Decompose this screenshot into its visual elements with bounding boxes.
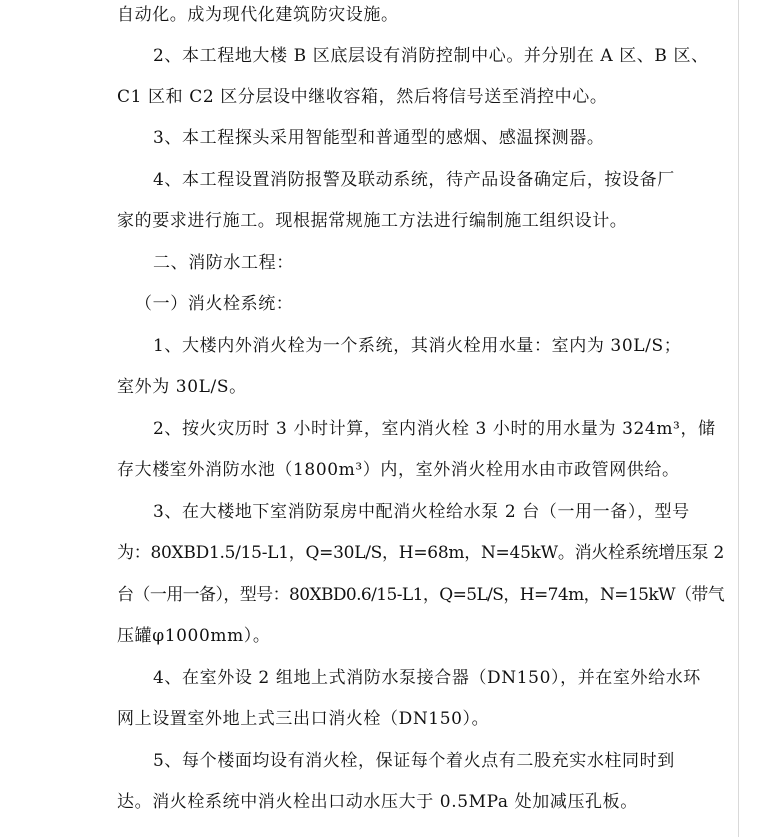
text-line-10: 室外为 30L/S。 <box>117 377 247 397</box>
text-line-14: 为：80XBD1.5/15-L1，Q=30L/S，H=68m，N=45kW。消火栓系统增压泵 2 <box>117 543 725 563</box>
text-line-12: 存大楼室外消防水池（1800m³）内，室外消火栓用水由市政管网供给。 <box>117 460 680 480</box>
text-line-15: 台（一用一备），型号：80XBD0.6/15-L1，Q=5L/S，H=74m，N=15kW（带气 <box>117 585 725 605</box>
text-line-13: 3、在大楼地下室消防泵房中配消火栓给水泵 2 台（一用一备），型号 <box>153 502 690 522</box>
text-line-19: 5、每个楼面均设有消火栓，保证每个着火点有二股充实水柱同时到 <box>153 751 675 771</box>
text-line-5: 4、本工程设置消防报警及联动系统，待产品设备确定后，按设备厂 <box>153 170 675 190</box>
section-heading: 二、消防水工程： <box>153 253 294 273</box>
text-line-16: 压罐φ1000mm）。 <box>117 626 271 646</box>
text-line-4: 3、本工程探头采用智能型和普通型的感烟、感温探测器。 <box>153 128 605 148</box>
page-margin-rule <box>738 0 739 837</box>
text-line-17: 4、在室外设 2 组地上式消防水泵接合器（DN150），并在室外给水环 <box>153 668 701 688</box>
text-line-6: 家的要求进行施工。现根据常规施工方法进行编制施工组织设计。 <box>117 211 628 231</box>
text-line-9: 1、大楼内外消火栓为一个系统，其消火栓用水量：室内为 30L/S； <box>153 336 682 356</box>
subsection-heading: （一）消火栓系统： <box>135 294 294 314</box>
text-line-11: 2、按火灾历时 3 小时计算，室内消火栓 3 小时的用水量为 324m³，储 <box>153 419 716 439</box>
text-line-2: 2、本工程地大楼 B 区底层设有消防控制中心。并分别在 A 区、B 区、 <box>153 46 709 66</box>
text-line-20: 达。消火栓系统中消火栓出口动水压大于 0.5MPa 处加减压孔板。 <box>117 792 638 812</box>
text-line-3: C1 区和 C2 区分层设中继收容箱，然后将信号送至消控中心。 <box>117 87 608 107</box>
text-line-18: 网上设置室外地上式三出口消火栓（DN150）。 <box>117 709 490 729</box>
text-line-1: 自动化。成为现代化建筑防灾设施。 <box>117 5 399 25</box>
